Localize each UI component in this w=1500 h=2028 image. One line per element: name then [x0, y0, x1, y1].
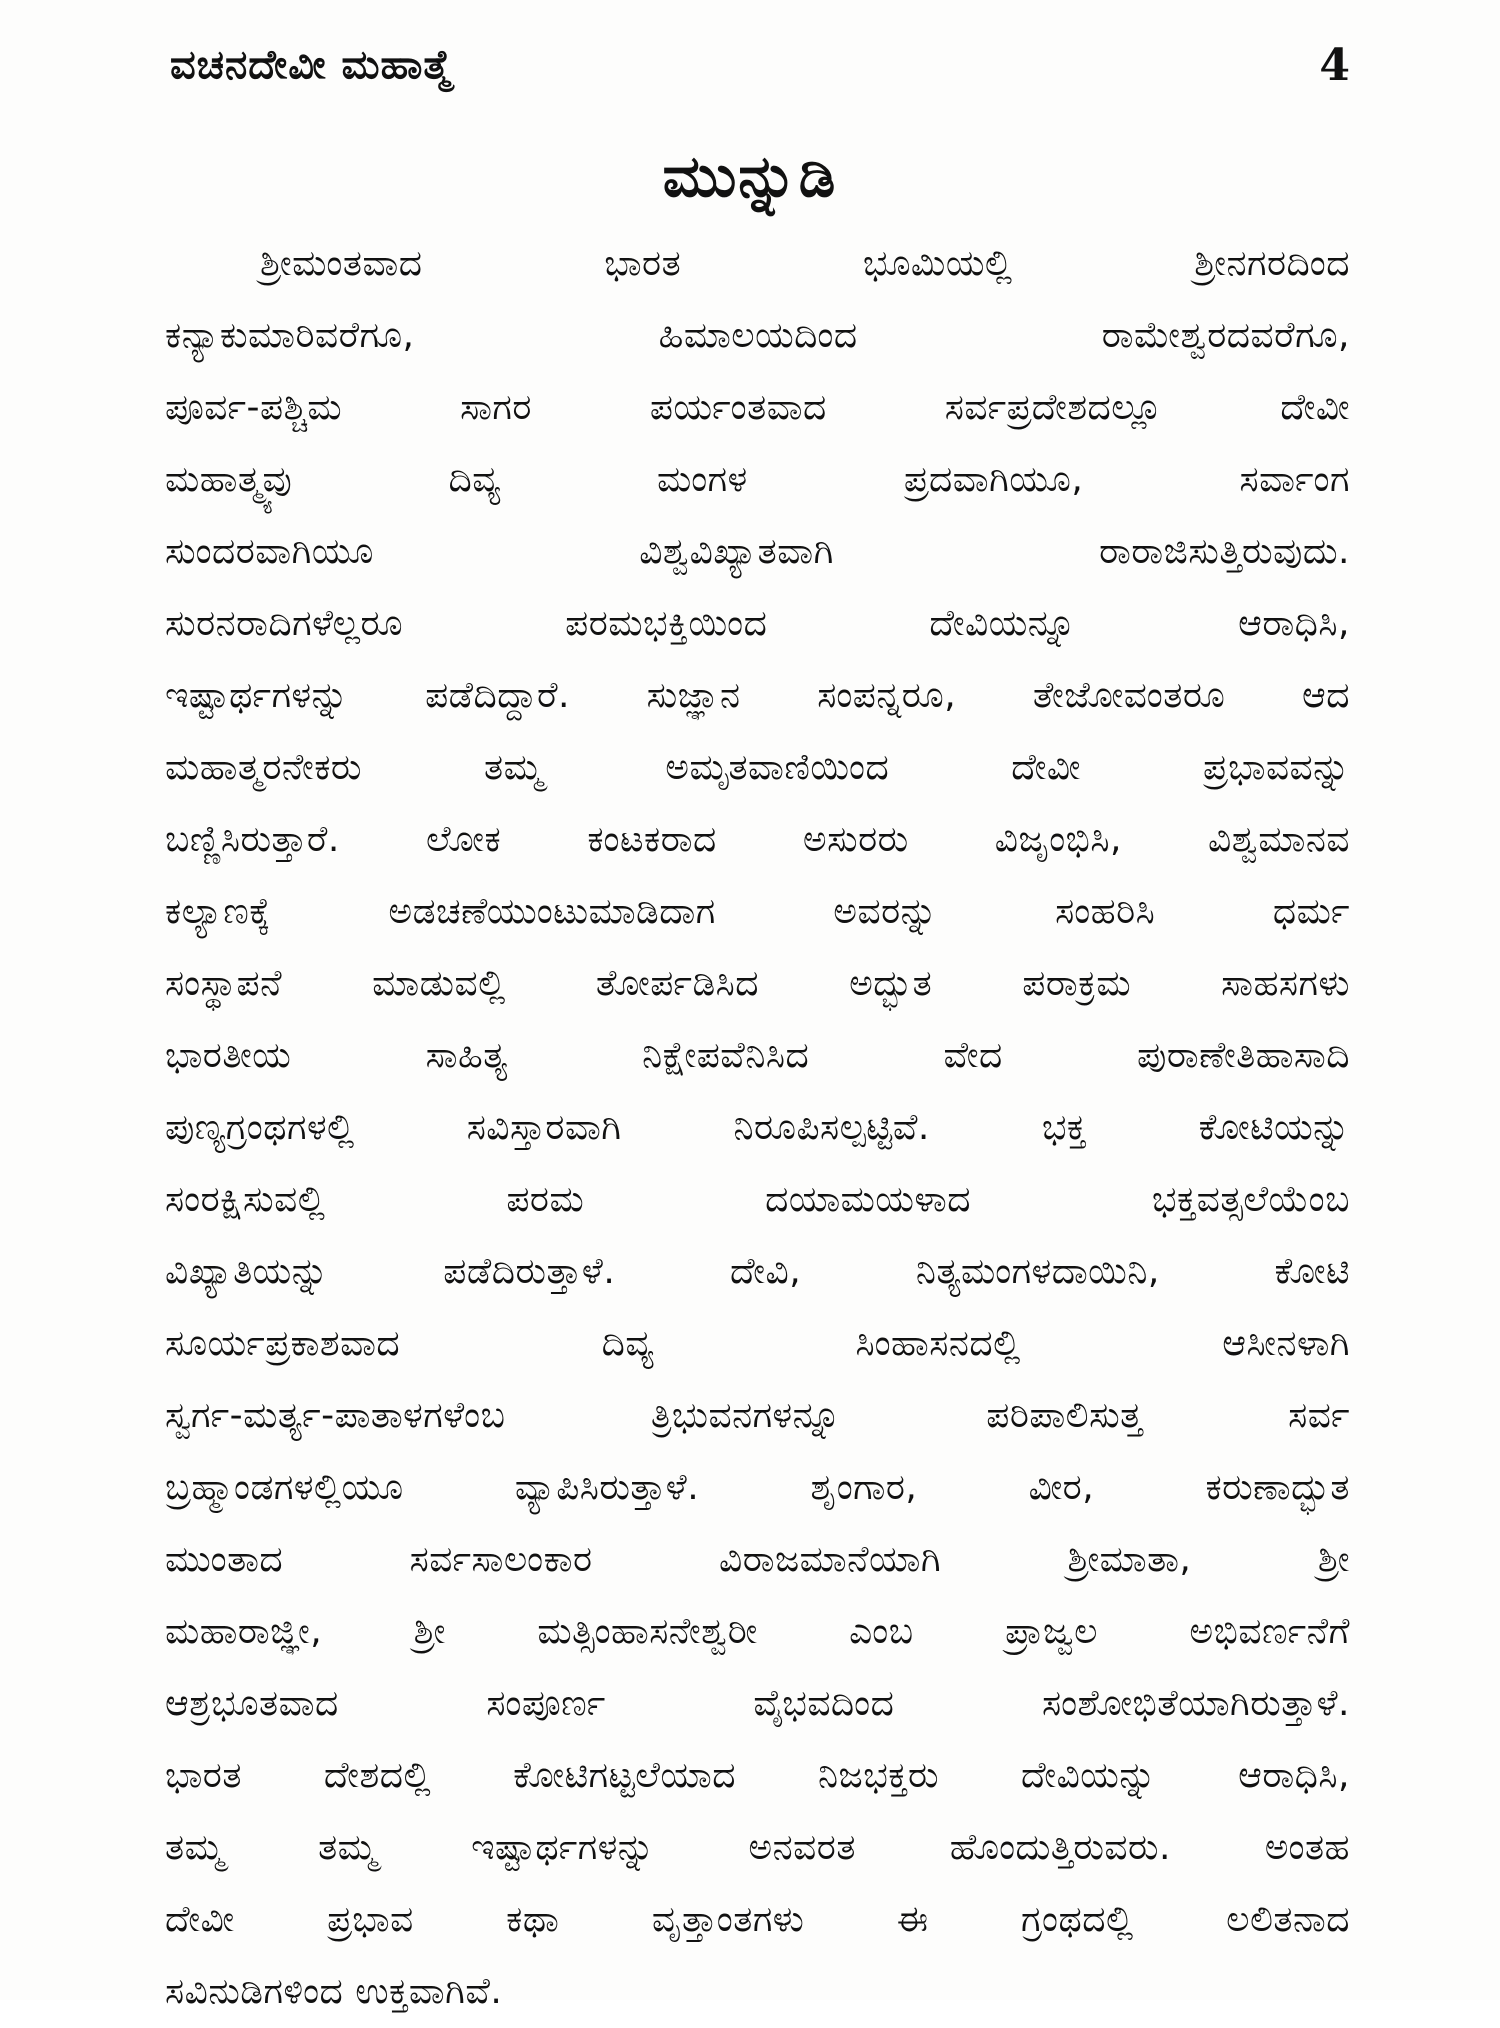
- text-line: ಸೂರ್ಯಪ್ರಕಾಶವಾದ ದಿವ್ಯ ಸಿಂಹಾಸನದಲ್ಲಿ ಆಸೀನಳಾಗಿ: [165, 1323, 1350, 1364]
- text-line: ಮುಂತಾದ ಸರ್ವಸಾಲಂಕಾರ ವಿರಾಜಮಾನೆಯಾಗಿ ಶ್ರೀಮಾತಾ, ಶ್ರೀ: [165, 1539, 1350, 1580]
- page-number: 4: [1319, 39, 1350, 91]
- text-line: ಸುರನರಾದಿಗಳೆಲ್ಲರೂ ಪರಮಭಕ್ತಿಯಿಂದ ದೇವಿಯನ್ನೂ ಆರಾಧಿಸಿ,: [165, 603, 1350, 644]
- text-line: ಇಷ್ಟಾರ್ಥಗಳನ್ನು ಪಡೆದಿದ್ದಾರೆ. ಸುಜ್ಞಾನ ಸಂಪನ್ನರೂ, ತೇಜೋವಂತರೂ ಆದ: [165, 675, 1350, 716]
- text-line: ಕನ್ಯಾಕುಮಾರಿವರೆಗೂ, ಹಿಮಾಲಯದಿಂದ ರಾಮೇಶ್ವರದವರೆಗೂ,: [165, 315, 1350, 356]
- text-line: ಕಲ್ಯಾಣಕ್ಕೆ ಅಡಚಣೆಯುಂಟುಮಾಡಿದಾಗ ಅವರನ್ನು ಸಂಹರಿಸಿ ಧರ್ಮ: [165, 891, 1350, 932]
- text-line: ಆಶ್ರಭೂತವಾದ ಸಂಪೂರ್ಣ ವೈಭವದಿಂದ ಸಂಶೋಭಿತೆಯಾಗಿರುತ್ತಾಳೆ.: [165, 1683, 1350, 1724]
- text-line: ಶ್ರೀಮಂತವಾದ ಭಾರತ ಭೂಮಿಯಲ್ಲಿ ಶ್ರೀನಗರದಿಂದ: [260, 243, 1350, 284]
- text-line: ತಮ್ಮ ತಮ್ಮ ಇಷ್ಟಾರ್ಥಗಳನ್ನು ಅನವರತ ಹೊಂದುತ್ತಿರುವರು. ಅಂತಹ: [165, 1827, 1350, 1868]
- text-line: ಮಹಾತ್ಮರನೇಕರು ತಮ್ಮ ಅಮೃತವಾಣಿಯಿಂದ ದೇವೀ ಪ್ರಭಾವವನ್ನು: [165, 747, 1350, 788]
- text-line: ಸ್ವರ್ಗ-ಮರ್ತ್ಯ-ಪಾತಾಳಗಳೆಂಬ ತ್ರಿಭುವನಗಳನ್ನೂ ಪರಿಪಾಲಿಸುತ್ತ ಸರ್ವ: [165, 1395, 1350, 1436]
- text-line: ಮಹಾರಾಜ್ಞೀ, ಶ್ರೀ ಮತ್ಸಿಂಹಾಸನೇಶ್ವರೀ ಎಂಬ ಪ್ರಾಜ್ವಲ ಅಭಿವರ್ಣನೆಗೆ: [165, 1611, 1350, 1652]
- text-line: ಮಹಾತ್ಮ್ಯವು ದಿವ್ಯ ಮಂಗಳ ಪ್ರದವಾಗಿಯೂ, ಸರ್ವಾಂಗ: [165, 459, 1350, 500]
- text-line: ಸಂಸ್ಥಾಪನೆ ಮಾಡುವಲ್ಲಿ ತೋರ್ಪಡಿಸಿದ ಅದ್ಭುತ ಪರಾಕ್ರಮ ಸಾಹಸಗಳು: [165, 963, 1350, 1004]
- text-line: ಪೂರ್ವ-ಪಶ್ಚಿಮ ಸಾಗರ ಪರ್ಯಂತವಾದ ಸರ್ವಪ್ರದೇಶದಲ್ಲೂ ದೇವೀ: [165, 387, 1350, 428]
- text-line: ಬಣ್ಣಿಸಿರುತ್ತಾರೆ. ಲೋಕ ಕಂಟಕರಾದ ಅಸುರರು ವಿಜೃಂಭಿಸಿ, ವಿಶ್ವಮಾನವ: [165, 819, 1350, 860]
- text-line: ಭಾರತೀಯ ಸಾಹಿತ್ಯ ನಿಕ್ಷೇಪವೆನಿಸಿದ ವೇದ ಪುರಾಣೇತಿಹಾಸಾದಿ: [165, 1035, 1350, 1076]
- text-line: ಸುಂದರವಾಗಿಯೂ ವಿಶ್ವವಿಖ್ಯಾತವಾಗಿ ರಾರಾಜಿಸುತ್ತಿರುವುದು.: [165, 531, 1350, 572]
- text-line: ಸವಿನುಡಿಗಳಿಂದ ಉಕ್ತವಾಗಿವೆ.: [165, 1971, 503, 2012]
- text-line: ಸಂರಕ್ಷಿಸುವಲ್ಲಿ ಪರಮ ದಯಾಮಯಳಾದ ಭಕ್ತವತ್ಸಲೆಯೆಂಬ: [165, 1179, 1350, 1220]
- text-line: ದೇವೀ ಪ್ರಭಾವ ಕಥಾ ವೃತ್ತಾಂತಗಳು ಈ ಗ್ರಂಥದಲ್ಲಿ ಲಲಿತನಾದ: [165, 1899, 1350, 1940]
- text-line: ಪುಣ್ಯಗ್ರಂಥಗಳಲ್ಲಿ ಸವಿಸ್ತಾರವಾಗಿ ನಿರೂಪಿಸಲ್ಪಟ್ಟಿವೆ. ಭಕ್ತ ಕೋಟಿಯನ್ನು: [165, 1107, 1350, 1148]
- body-paragraph: [165, 228, 1350, 2028]
- text-line: ಭಾರತ ದೇಶದಲ್ಲಿ ಕೋಟಿಗಟ್ಟಲೆಯಾದ ನಿಜಭಕ್ತರು ದೇವಿಯನ್ನು ಆರಾಧಿಸಿ,: [165, 1755, 1350, 1796]
- running-header: [170, 30, 1350, 100]
- book-title: ವಚನದೇವೀ ಮಹಾತ್ಮೆ: [170, 42, 453, 88]
- text-line: ವಿಖ್ಯಾತಿಯನ್ನು ಪಡೆದಿರುತ್ತಾಳೆ. ದೇವಿ, ನಿತ್ಯಮಂಗಳದಾಯಿನಿ, ಕೋಟಿ: [165, 1251, 1350, 1292]
- chapter-title: ಮುನ್ನುಡಿ: [662, 142, 838, 210]
- text-line: ಬ್ರಹ್ಮಾಂಡಗಳಲ್ಲಿಯೂ ವ್ಯಾಪಿಸಿರುತ್ತಾಳೆ. ಶೃಂಗಾರ, ವೀರ, ಕರುಣಾದ್ಭುತ: [165, 1467, 1350, 1508]
